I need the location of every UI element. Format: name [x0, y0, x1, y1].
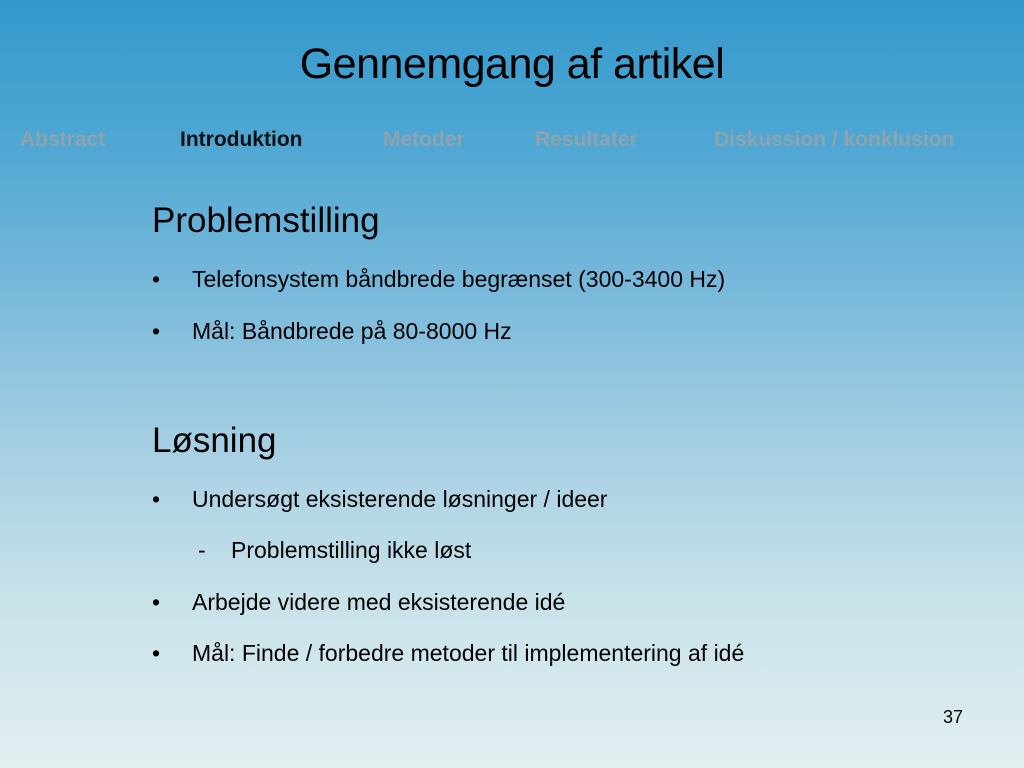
- bullet-mark: •: [152, 318, 161, 344]
- nav-item-introduktion[interactable]: Introduktion: [180, 128, 303, 151]
- list-item-text: Mål: Finde / forbedre metoder til implementering af idé: [192, 640, 745, 666]
- nav-item-metoder[interactable]: Metoder: [383, 128, 465, 151]
- dash-mark: -: [198, 537, 206, 563]
- list-item-text: Telefonsystem båndbrede begrænset (300-3400 Hz): [192, 266, 726, 292]
- bullet-mark: •: [152, 266, 161, 292]
- nav-item-abstract[interactable]: Abstract: [20, 128, 106, 151]
- sub-list-item-text: Problemstilling ikke løst: [231, 537, 472, 563]
- list-item: [152, 263, 725, 295]
- nav-item-diskussion-konklusion[interactable]: Diskussion / konklusion: [714, 128, 955, 151]
- nav-item-resultater[interactable]: Resultater: [535, 128, 638, 151]
- list-item: [152, 637, 744, 669]
- bullet-mark: •: [152, 640, 161, 666]
- list-item-text: Arbejde videre med eksisterende idé: [192, 589, 566, 615]
- list-item: [152, 315, 512, 347]
- list-item-text: Mål: Båndbrede på 80-8000 Hz: [192, 318, 512, 344]
- list-item-text: Undersøgt eksisterende løsninger / ideer: [192, 486, 608, 512]
- bullet-mark: •: [152, 589, 161, 615]
- bullet-mark: •: [152, 486, 161, 512]
- list-item: [152, 483, 607, 515]
- list-item: [152, 586, 565, 618]
- page-number: 37: [942, 707, 963, 727]
- section-nav: [0, 126, 1024, 154]
- sub-list-item: [198, 534, 471, 566]
- slide-title: Gennemgang af artikel: [299, 40, 725, 88]
- section-heading-losning: Løsning: [152, 421, 277, 460]
- section-heading-problemstilling: Problemstilling: [152, 201, 380, 240]
